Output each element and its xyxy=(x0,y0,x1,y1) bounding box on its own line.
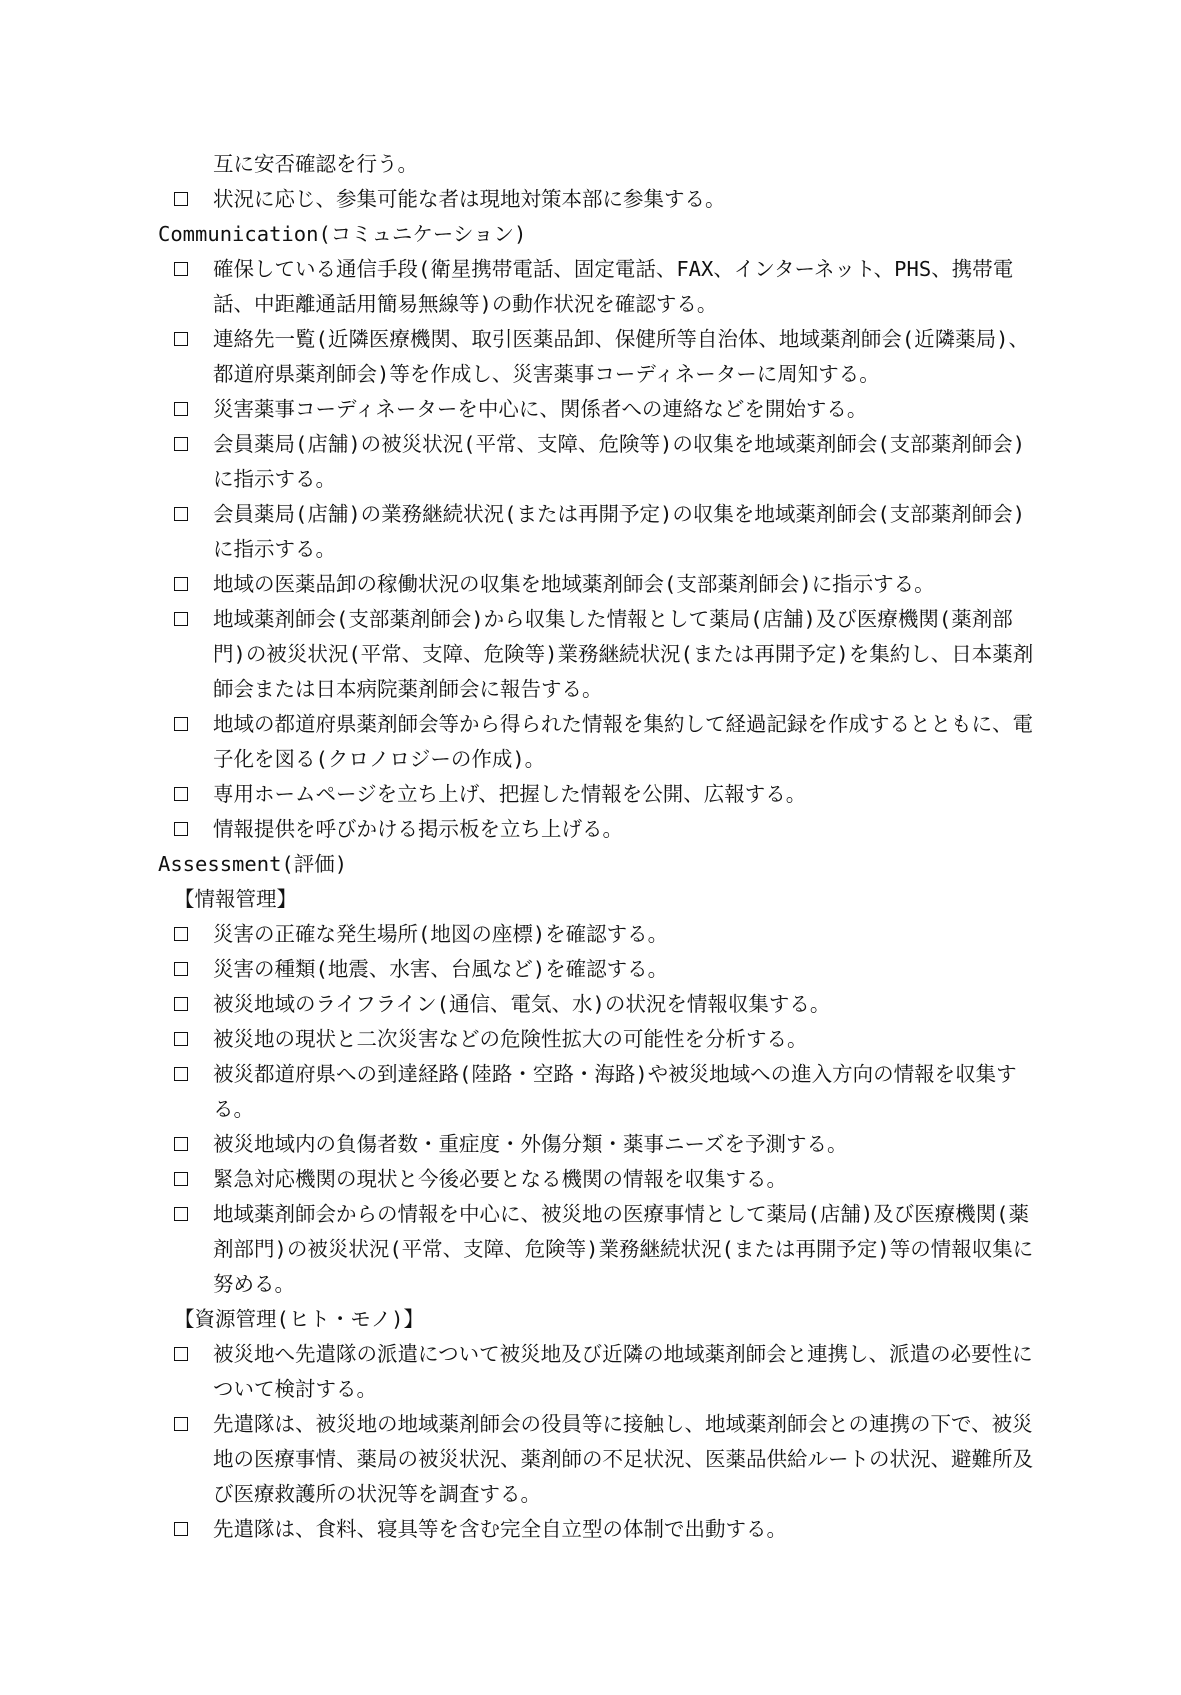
checkbox-icon xyxy=(174,1137,188,1151)
checklist-item xyxy=(158,182,1038,217)
checklist-item-text: 被災地域のライフライン(通信、電気、水)の状況を情報収集する。 xyxy=(213,992,831,1016)
checklist-item-text: 状況に応じ、参集可能な者は現地対策本部に参集する。 xyxy=(213,187,726,211)
checklist-item xyxy=(158,707,1038,777)
checklist-item xyxy=(158,1022,1038,1057)
checkbox-icon xyxy=(174,402,188,416)
checkbox-icon xyxy=(174,1032,188,1046)
checklist-item-text: 地域の都道府県薬剤師会等から得られた情報を集約して経過記録を作成するとともに、電子化を図る(クロノロジーの作成)。 xyxy=(213,712,1033,771)
checkbox-icon xyxy=(174,927,188,941)
checklist-item-text: 確保している通信手段(衛星携帯電話、固定電話、FAX、インターネット、PHS、携帯電話、中距離通話用簡易無線等)の動作状況を確認する。 xyxy=(213,257,1014,316)
checklist-item xyxy=(158,252,1038,322)
section-heading-assessment: Assessment(評価) xyxy=(158,852,348,876)
checkbox-icon xyxy=(174,192,188,206)
checkbox-icon xyxy=(174,507,188,521)
checklist-item-text: 災害の正確な発生場所(地図の座標)を確認する。 xyxy=(213,922,669,946)
checklist-item-text: 被災都道府県への到達経路(陸路・空路・海路)や被災地域への進入方向の情報を収集する。 xyxy=(213,1062,1017,1121)
checklist-item-text: 地域薬剤師会からの情報を中心に、被災地の医療事情として薬局(店舗)及び医療機関(薬剤部門)の被災状況(平常、支障、危険等)業務継続状況(または再開予定)等の情報収集に努める。 xyxy=(213,1202,1034,1296)
checkbox-icon xyxy=(174,1207,188,1221)
checkbox-icon xyxy=(174,717,188,731)
subheading-resource-management: 【資源管理(ヒト・モノ)】 xyxy=(174,1307,424,1331)
checklist-item xyxy=(158,567,1038,602)
checkbox-icon xyxy=(174,437,188,451)
checklist-item xyxy=(158,777,1038,812)
checkbox-icon xyxy=(174,612,188,626)
checkbox-icon xyxy=(174,1347,188,1361)
checkbox-icon xyxy=(174,997,188,1011)
checklist-item xyxy=(158,917,1038,952)
checklist-item xyxy=(158,392,1038,427)
checklist-item-text: 情報提供を呼びかける掲示板を立ち上げる。 xyxy=(213,817,623,841)
checklist-item xyxy=(158,1197,1038,1302)
checklist-item xyxy=(158,987,1038,1022)
checklist-item xyxy=(158,1057,1038,1127)
checklist-item-text: 先遣隊は、被災地の地域薬剤師会の役員等に接触し、地域薬剤師会との連携の下で、被災地の医療事情、薬局の被災状況、薬剤師の不足状況、医薬品供給ルートの状況、避難所及び医療救護所の状況等を調査する。 xyxy=(213,1412,1033,1506)
checklist-item-text: 災害薬事コーディネーターを中心に、関係者への連絡などを開始する。 xyxy=(213,397,868,421)
checkbox-icon xyxy=(174,577,188,591)
checklist-item xyxy=(158,602,1038,707)
checklist-item xyxy=(158,1512,1038,1547)
checklist-item xyxy=(158,322,1038,392)
section-heading-communication: Communication(コミュニケーション) xyxy=(158,222,527,246)
checklist-item-text: 被災地の現状と二次災害などの危険性拡大の可能性を分析する。 xyxy=(213,1027,808,1051)
subheading-info-management: 【情報管理】 xyxy=(174,887,297,911)
checklist-item-text: 被災地域内の負傷者数・重症度・外傷分類・薬事ニーズを予測する。 xyxy=(213,1132,848,1156)
checkbox-icon xyxy=(174,962,188,976)
checkbox-icon xyxy=(174,822,188,836)
checklist-item-text: 緊急対応機関の現状と今後必要となる機関の情報を収集する。 xyxy=(213,1167,787,1191)
checklist-item xyxy=(158,1162,1038,1197)
checkbox-icon xyxy=(174,1172,188,1186)
checklist-item-text: 地域薬剤師会(支部薬剤師会)から収集した情報として薬局(店舗)及び医療機関(薬剤部門)の被災状況(平常、支障、危険等)業務継続状況(または再開予定)を集約し、日本薬剤師会または日本病院薬剤師会に報告する。 xyxy=(213,607,1034,701)
document-body xyxy=(158,147,1038,1547)
checkbox-icon xyxy=(174,1522,188,1536)
checklist-item-text: 地域の医薬品卸の稼働状況の収集を地域薬剤師会(支部薬剤師会)に指示する。 xyxy=(213,572,935,596)
checklist-item xyxy=(158,812,1038,847)
checklist-item-text: 会員薬局(店舗)の被災状況(平常、支障、危険等)の収集を地域薬剤師会(支部薬剤師会)に指示する。 xyxy=(213,432,1026,491)
checklist-item xyxy=(158,427,1038,497)
checkbox-icon xyxy=(174,787,188,801)
checklist-item xyxy=(158,1127,1038,1162)
checkbox-icon xyxy=(174,332,188,346)
checkbox-icon xyxy=(174,262,188,276)
checklist-item-text: 専用ホームページを立ち上げ、把握した情報を公開、広報する。 xyxy=(213,782,807,806)
continued-text: 互に安否確認を行う。 xyxy=(213,152,418,176)
checklist-item-text: 会員薬局(店舗)の業務継続状況(または再開予定)の収集を地域薬剤師会(支部薬剤師会)に指示する。 xyxy=(213,502,1026,561)
checklist-item xyxy=(158,1407,1038,1512)
checklist-item-text: 先遣隊は、食料、寝具等を含む完全自立型の体制で出動する。 xyxy=(213,1517,787,1541)
checklist-item-text: 災害の種類(地震、水害、台風など)を確認する。 xyxy=(213,957,669,981)
checklist-item xyxy=(158,952,1038,987)
checkbox-icon xyxy=(174,1067,188,1081)
checklist-item-text: 連絡先一覧(近隣医療機関、取引医薬品卸、保健所等自治体、地域薬剤師会(近隣薬局)、都道府県薬剤師会)等を作成し、災害薬事コーディネーターに周知する。 xyxy=(213,327,1030,386)
checklist-item xyxy=(158,1337,1038,1407)
checklist-item xyxy=(158,497,1038,567)
checkbox-icon xyxy=(174,1417,188,1431)
checklist-item-text: 被災地へ先遣隊の派遣について被災地及び近隣の地域薬剤師会と連携し、派遣の必要性について検討する。 xyxy=(213,1342,1033,1401)
